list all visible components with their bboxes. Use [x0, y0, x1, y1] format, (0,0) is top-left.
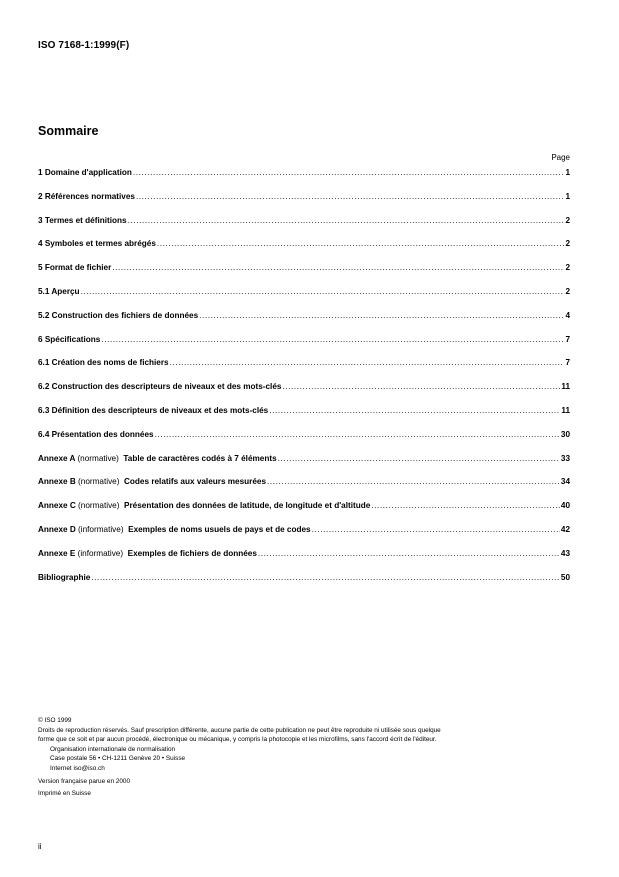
toc-leader-dots: [112, 263, 564, 272]
toc-entry[interactable]: [38, 573, 570, 597]
toc-entry[interactable]: [38, 477, 570, 501]
toc-annex-title: Codes relatifs aux valeurs mesurées: [124, 477, 267, 487]
toc-entry-text: [38, 454, 277, 463]
table-of-contents: [38, 168, 570, 596]
toc-leader-dots: [91, 573, 560, 582]
toc-page-number: 2: [565, 215, 570, 225]
toc-section-title: 6.2 Construction des descripteurs de niveaux et des mots-clés: [38, 382, 282, 392]
version-note: Version française parue en 2000: [38, 777, 131, 785]
toc-page-number: 40: [560, 501, 570, 511]
organization-internet: Internet iso@iso.ch: [50, 764, 105, 772]
toc-page-number: 42: [560, 524, 570, 534]
toc-page-number: 11: [561, 382, 570, 392]
toc-entry[interactable]: [38, 430, 570, 454]
printed-note: Imprimé en Suisse: [38, 790, 91, 798]
toc-leader-dots: [282, 382, 560, 391]
toc-leader-dots: [128, 216, 565, 225]
toc-annex-qualifier: (informative): [77, 548, 124, 558]
toc-entry[interactable]: [38, 192, 570, 216]
toc-entry-text: [38, 168, 132, 177]
toc-page-number: 1: [565, 191, 570, 201]
toc-entry-text: [38, 263, 111, 272]
toc-page-number: 33: [560, 453, 570, 463]
toc-entry-text: [38, 430, 154, 439]
toc-title: Sommaire: [38, 124, 99, 138]
toc-annex-title: Présentation des données de latitude, de longitude et d'altitude: [124, 501, 371, 511]
rights-statement-line-1: Droits de reproduction réservés. Sauf prescription différente, aucune partie de cette publication ne peut être reproduite ni utilisée sous quelque: [38, 726, 441, 734]
toc-entry-text: [38, 287, 80, 296]
toc-entry-text: [38, 501, 370, 510]
toc-entry-text: [38, 358, 169, 367]
toc-section-title: 6.4 Présentation des données: [38, 429, 154, 439]
toc-page-number: 2: [565, 286, 570, 296]
organization-name: Organisation internationale de normalisation: [50, 745, 176, 753]
toc-page-number: 1: [565, 168, 570, 177]
toc-entry[interactable]: [38, 168, 570, 192]
toc-entry[interactable]: [38, 549, 570, 573]
organization-address: Case postale 56 • CH-1211 Genève 20 • Suisse: [50, 755, 186, 763]
toc-leader-dots: [269, 406, 560, 415]
toc-leader-dots: [101, 335, 564, 344]
toc-annex-label: Annexe C: [38, 501, 76, 511]
toc-entry[interactable]: [38, 335, 570, 359]
toc-page-number: 30: [560, 429, 570, 439]
toc-annex-title: Exemples de fichiers de données: [127, 548, 257, 558]
toc-annex-label: Annexe E: [38, 548, 76, 558]
toc-entry-text: [38, 549, 257, 558]
toc-entry[interactable]: [38, 358, 570, 382]
toc-page-number: 50: [560, 572, 570, 582]
toc-entry[interactable]: [38, 382, 570, 406]
page-number: ii: [38, 842, 42, 851]
toc-section-title: 6.1 Création des noms de fichiers: [38, 358, 169, 368]
toc-page-number: 43: [560, 548, 570, 558]
toc-entry[interactable]: [38, 263, 570, 287]
toc-page-number: 11: [561, 405, 570, 415]
toc-leader-dots: [258, 549, 560, 558]
toc-annex-qualifier: (normative): [78, 501, 120, 511]
toc-section-title: 6 Spécifications: [38, 334, 101, 344]
toc-entry[interactable]: [38, 311, 570, 335]
toc-annex-qualifier: (informative): [78, 524, 124, 534]
toc-leader-dots: [133, 168, 565, 177]
toc-entry-text: [38, 192, 135, 201]
toc-entry-text: [38, 406, 268, 415]
toc-entry-text: [38, 335, 100, 344]
toc-section-title: 1 Domaine d'application: [38, 168, 132, 177]
toc-page-column-label: Page: [551, 153, 570, 162]
toc-entry[interactable]: [38, 406, 570, 430]
toc-annex-qualifier: (normative): [77, 453, 119, 463]
toc-section-title: 5 Format de fichier: [38, 263, 112, 273]
toc-section-title: 6.3 Définition des descripteurs de niveaux et des mots-clés: [38, 405, 269, 415]
toc-page-number: 7: [565, 334, 570, 344]
toc-section-title: 5.2 Construction des fichiers de données: [38, 310, 199, 320]
toc-entry[interactable]: [38, 287, 570, 311]
toc-leader-dots: [267, 477, 560, 486]
rights-statement-line-2: forme que ce soit et par aucun procédé, électronique ou mécanique, y compris la photocopie et les microfilms, sans l'accord écrit de l'éditeur.: [38, 736, 437, 744]
toc-page-number: 4: [565, 310, 570, 320]
toc-entry[interactable]: [38, 216, 570, 240]
toc-leader-dots: [199, 311, 564, 320]
toc-page-number: 34: [560, 477, 570, 487]
toc-entry[interactable]: [38, 239, 570, 263]
toc-entry-text: [38, 239, 156, 248]
toc-leader-dots: [157, 239, 565, 248]
document-id-header: ISO 7168-1:1999(F): [38, 40, 130, 51]
toc-leader-dots: [312, 525, 560, 534]
toc-annex-title: Exemples de noms usuels de pays et de codes: [128, 524, 311, 534]
toc-section-title: 3 Termes et définitions: [38, 215, 127, 225]
toc-entry-text: [38, 311, 198, 320]
toc-section-title: 2 Références normatives: [38, 191, 135, 201]
toc-annex-label: Annexe D: [38, 524, 76, 534]
toc-entry-text: [38, 573, 90, 582]
toc-leader-dots: [81, 287, 565, 296]
toc-section-title: 5.1 Aperçu: [38, 286, 80, 296]
toc-page-number: 7: [565, 358, 570, 368]
toc-annex-label: Annexe A: [38, 453, 76, 463]
toc-section-title: 4 Symboles et termes abrégés: [38, 239, 156, 249]
toc-page-number: 2: [565, 239, 570, 249]
toc-page-number: 2: [565, 263, 570, 273]
toc-entry-text: [38, 216, 127, 225]
copyright-footer: [38, 716, 578, 799]
toc-annex-title: Table de caractères codés à 7 éléments: [123, 453, 277, 463]
toc-entry-text: [38, 477, 266, 486]
toc-entry-text: [38, 382, 281, 391]
toc-leader-dots: [136, 192, 565, 201]
toc-entry[interactable]: [38, 525, 570, 549]
toc-entry-text: [38, 525, 311, 534]
toc-annex-label: Annexe B: [38, 477, 76, 487]
toc-leader-dots: [278, 454, 560, 463]
toc-section-title: Bibliographie: [38, 572, 91, 582]
toc-leader-dots: [155, 430, 560, 439]
copyright-notice: © ISO 1999: [38, 717, 72, 724]
toc-entry[interactable]: [38, 454, 570, 478]
toc-leader-dots: [170, 358, 565, 367]
toc-leader-dots: [371, 501, 560, 510]
toc-entry[interactable]: [38, 501, 570, 525]
toc-annex-qualifier: (normative): [78, 477, 120, 487]
